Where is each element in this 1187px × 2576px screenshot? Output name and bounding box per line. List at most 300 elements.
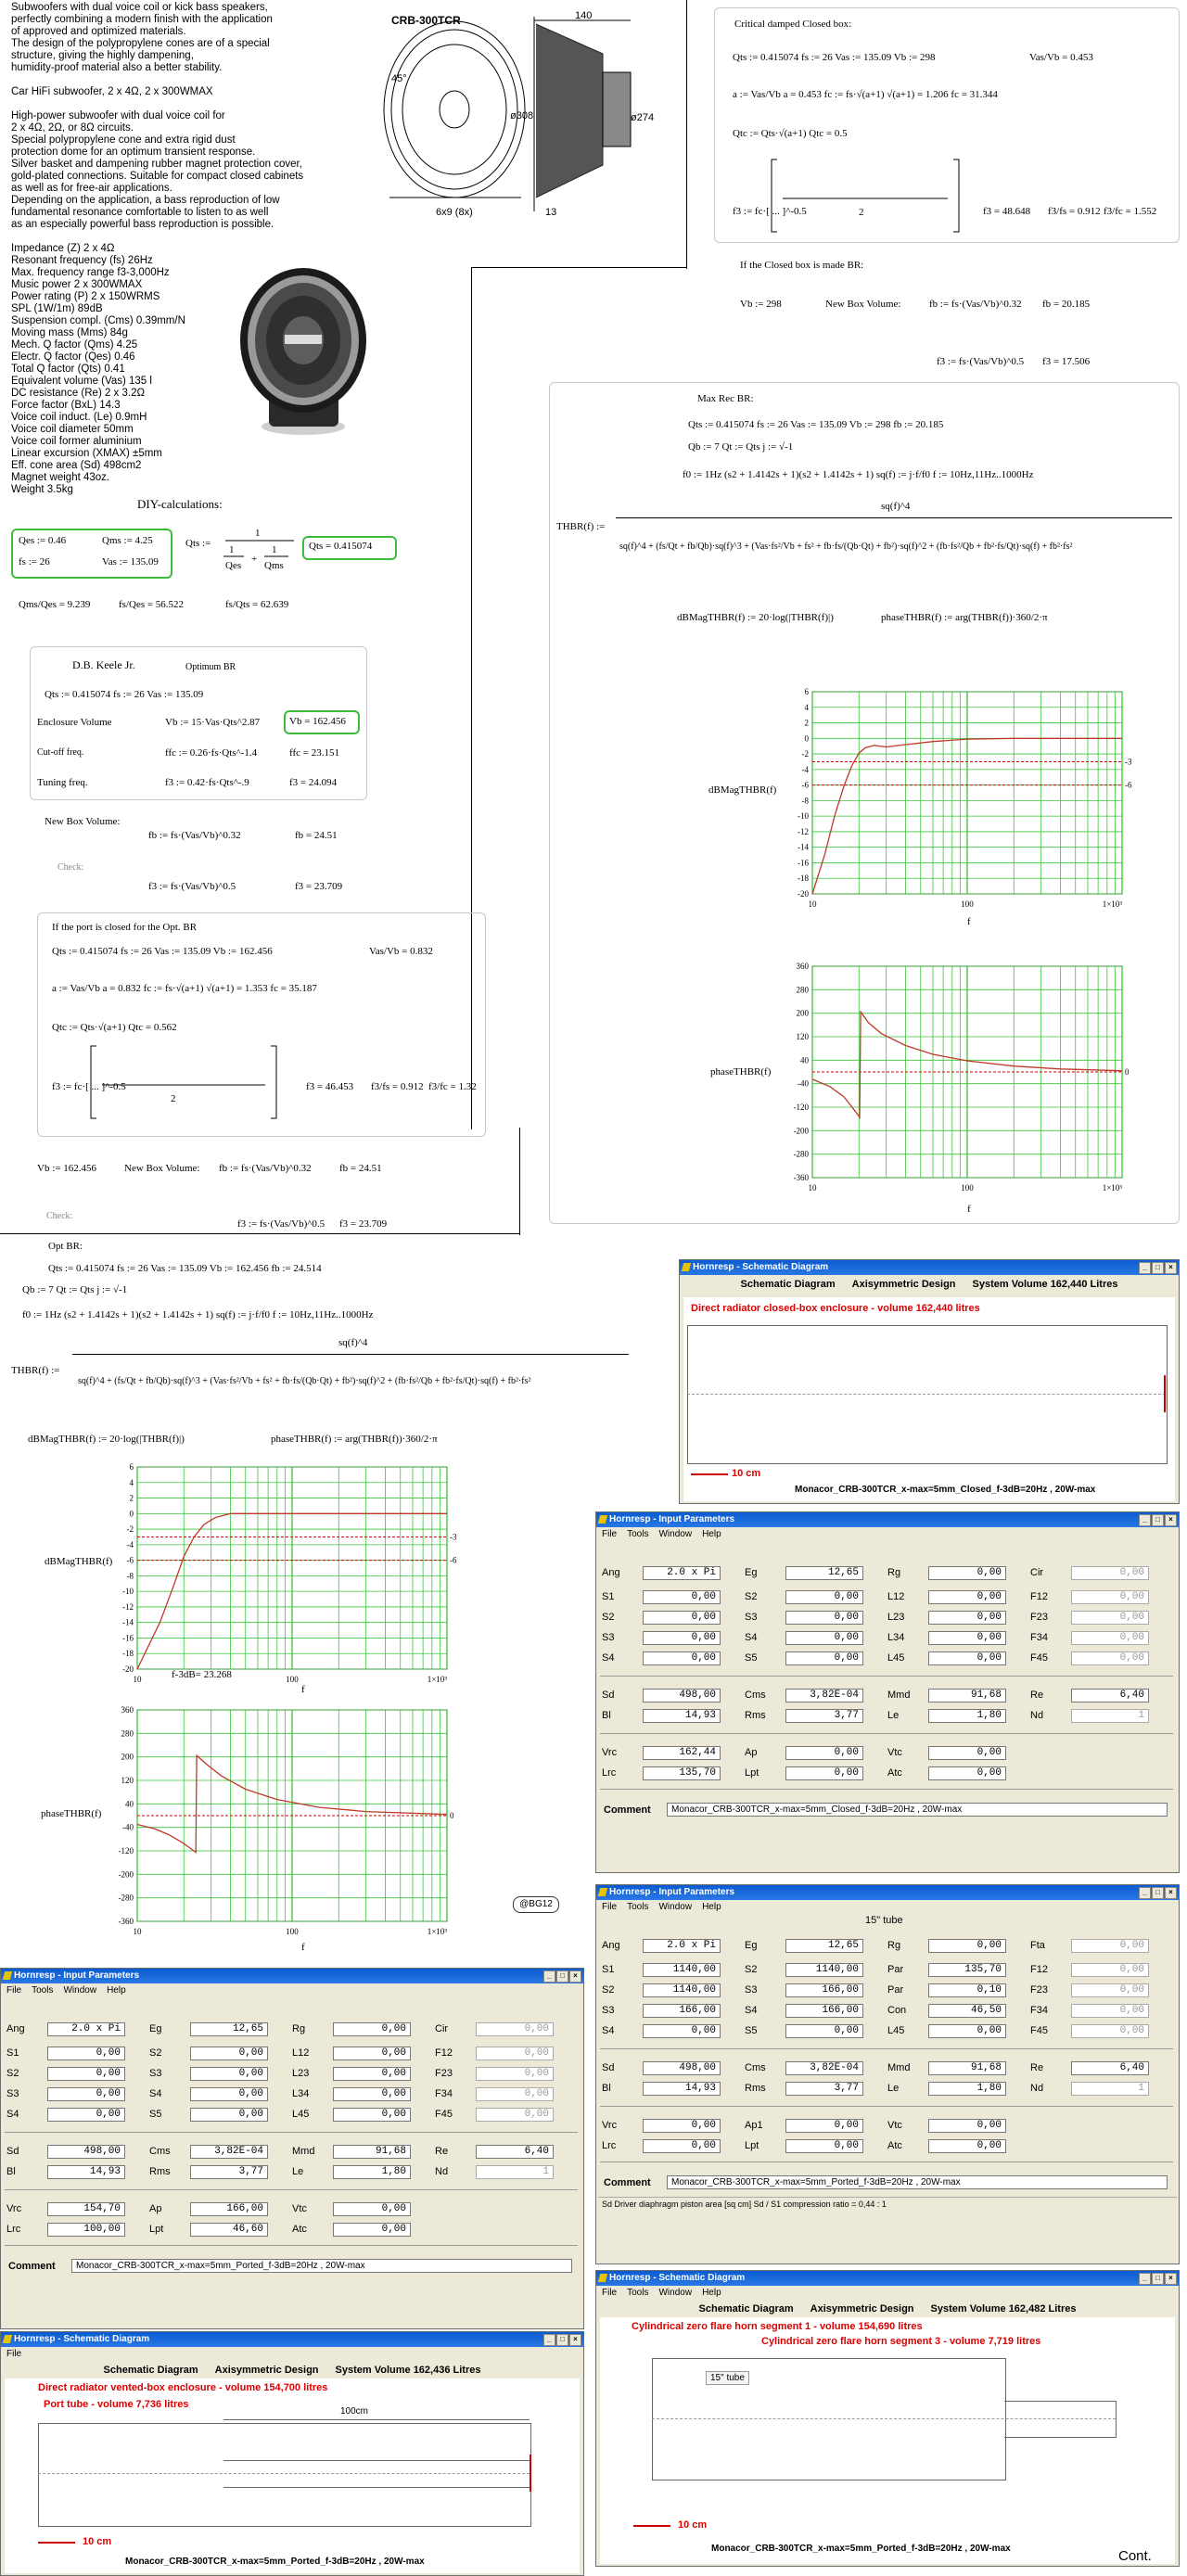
maximize-icon[interactable]: □ (1152, 1514, 1164, 1526)
param-field[interactable]: 0,00 (1071, 1611, 1149, 1625)
window-titlebar[interactable] (596, 1512, 1179, 1527)
enclosure-label: Enclosure Volume (37, 717, 112, 728)
menu-item[interactable]: Help (702, 1902, 721, 1912)
param-field[interactable]: 0,00 (190, 2047, 268, 2060)
fs-value: fs := 26 (19, 556, 50, 567)
x-tick-label: 1×10³ (427, 1675, 447, 1684)
window-note: 15" tube (865, 1915, 903, 1926)
y-tick-label: 200 (796, 1008, 809, 1018)
cutoff-label: Cut-off freq. (37, 747, 84, 758)
separator (600, 2106, 1173, 2107)
param-label: F45 (1030, 2025, 1048, 2036)
spec-line: Eff. cone area (Sd) 498cm2 (11, 460, 142, 471)
intro-line: as well as for free-air applications. (11, 183, 172, 194)
param-field[interactable]: 0,00 (643, 1651, 721, 1665)
param-field[interactable]: 135,70 (643, 1766, 721, 1780)
check-value: f3 = 23.709 (295, 881, 343, 892)
cutoff-formula: ffc := 0.26·fs·Qts^-1.4 (165, 747, 258, 759)
x-tick-label: 10 (133, 1675, 142, 1684)
param-label: Rg (887, 1567, 901, 1578)
close-icon[interactable]: × (569, 2334, 581, 2346)
scale-bar (691, 1473, 728, 1475)
param-field[interactable]: 0,00 (928, 1939, 1006, 1953)
schematic-canvas (5, 2378, 580, 2573)
schematic-canvas (600, 2317, 1175, 2564)
svg-text:1: 1 (229, 544, 235, 555)
y-tick-label: -360 (793, 1173, 809, 1182)
input-ported-window[interactable] (0, 1968, 584, 2329)
tab-axisymmetric[interactable]: Axisymmetric Design (810, 2303, 914, 2315)
param-field[interactable]: 3,82E-04 (785, 2061, 863, 2075)
param-label: Cir (435, 2023, 449, 2034)
closed-port-f3: f3 := fc·[ ... ]^-0.5 (52, 1081, 126, 1092)
param-field[interactable]: 3,77 (785, 2082, 863, 2096)
tab-axisymmetric[interactable]: Axisymmetric Design (214, 2365, 319, 2376)
bg12-stamp (513, 1896, 559, 1913)
param-field[interactable]: 46,50 (928, 2004, 1006, 2018)
menu-file[interactable]: File (602, 2288, 618, 2298)
menu-item[interactable]: Tools (627, 1529, 649, 1539)
param-label: Vtc (292, 2203, 307, 2214)
param-field[interactable]: 1 (1071, 2082, 1149, 2096)
param-field[interactable]: 498,00 (643, 2061, 721, 2075)
y-tick-label: -12 (122, 1601, 134, 1612)
closed-br-f3val: f3 = 17.506 (1042, 356, 1091, 367)
param-field[interactable]: 1 (476, 2165, 554, 2179)
param-field[interactable]: 0,00 (1071, 1631, 1149, 1645)
param-field[interactable]: 0,00 (1071, 1963, 1149, 1977)
spec-line: Electr. Q factor (Qes) 0.46 (11, 351, 135, 363)
maxrec-row2: Qb := 7 Qt := Qts j := √-1 (688, 441, 794, 453)
dim-13: 13 (545, 207, 557, 218)
keele-optimum: Optimum BR (185, 662, 236, 672)
scale-bar (38, 2542, 75, 2544)
svg-text:Qms: Qms (264, 560, 284, 571)
param-field[interactable]: 0,00 (928, 2024, 1006, 2038)
param-field[interactable]: 0,00 (1071, 1983, 1149, 1997)
close-icon[interactable]: × (1165, 1262, 1177, 1274)
minimize-icon[interactable]: _ (1139, 2273, 1151, 2285)
close-icon[interactable]: × (569, 1970, 581, 1983)
keele-title: D.B. Keele Jr. (72, 658, 135, 671)
param-field[interactable]: 0,00 (476, 2087, 554, 2101)
window-titlebar[interactable] (596, 2271, 1179, 2286)
param-field[interactable]: 1140,00 (785, 1963, 863, 1977)
param-field[interactable]: 0,00 (785, 1746, 863, 1760)
maximize-icon[interactable]: □ (556, 1970, 568, 1983)
window-title: Hornresp - Schematic Diagram (14, 2334, 150, 2344)
spec-line: Linear excursion (XMAX) ±5mm (11, 448, 162, 459)
y-tick-label: -280 (793, 1149, 809, 1159)
param-label: Mmd (887, 2062, 911, 2073)
param-field[interactable]: 0,00 (190, 2067, 268, 2081)
enclosure-outline (687, 1325, 1168, 1464)
menu-item[interactable]: Tools (627, 1902, 649, 1912)
x-tick-label: 10 (808, 1183, 817, 1192)
param-label: Sd (6, 2146, 19, 2157)
intro-line: perfectly combining a modern finish with the application (11, 14, 273, 25)
svg-text:1: 1 (272, 544, 277, 555)
stamp-text: @BG12 (519, 1899, 553, 1909)
closed-br-formula: fb := fs·(Vas/Vb)^0.32 (929, 299, 1022, 310)
tuning-label: Tuning freq. (37, 777, 88, 788)
param-field[interactable]: 166,00 (785, 1983, 863, 1997)
maxrec-thbr-num: sq(f)^4 (881, 501, 911, 512)
maximize-icon[interactable]: □ (1152, 1887, 1164, 1899)
menu-help[interactable]: Help (702, 2288, 721, 2298)
param-field[interactable]: 0,00 (476, 2067, 554, 2081)
menu-item[interactable]: File (6, 1985, 22, 1996)
param-field[interactable]: 0,00 (928, 2119, 1006, 2133)
param-field[interactable]: 0,00 (476, 2047, 554, 2060)
tab-system-volume[interactable]: System Volume 162,436 Litres (335, 2365, 481, 2376)
maximize-icon[interactable]: □ (1152, 2273, 1164, 2285)
param-field[interactable]: 498,00 (643, 1689, 721, 1702)
app-icon (3, 1971, 12, 1980)
angle-label: 45° (391, 73, 407, 84)
param-label: S2 (602, 1612, 615, 1623)
app-icon (598, 1515, 607, 1524)
param-field[interactable]: 14,93 (643, 1709, 721, 1723)
minimize-icon[interactable]: _ (1139, 1262, 1151, 1274)
y-tick-label: -8 (126, 1571, 134, 1581)
optbr-row3: f0 := 1Hz (s2 + 1.4142s + 1)(s2 + 1.4142s + 1) sq(f) := j·f/f0 f := 10Hz,11Hz..1000Hz (22, 1309, 374, 1320)
schematic-footer: Monacor_CRB-300TCR_x-max=5mm_Ported_f-3dB=20Hz , 20W-max (125, 2557, 425, 2567)
app-icon (3, 2335, 12, 2343)
menu-item[interactable]: Window (658, 1902, 693, 1912)
param-field[interactable]: 14,93 (47, 2165, 125, 2179)
param-field[interactable]: 1140,00 (643, 1963, 721, 1977)
param-label: S4 (745, 2005, 758, 2016)
param-field[interactable]: 2.0 x Pi (643, 1566, 721, 1580)
param-field[interactable]: 0,00 (1071, 2024, 1149, 2038)
param-label: S2 (745, 1591, 758, 1602)
param-field[interactable]: 0,00 (1071, 1566, 1149, 1580)
close-icon[interactable]: × (1165, 1514, 1177, 1526)
tab-system-volume[interactable]: System Volume 162,440 Litres (972, 1279, 1118, 1290)
param-label: Vrc (6, 2203, 22, 2214)
minimize-icon[interactable]: _ (1139, 1514, 1151, 1526)
param-field[interactable]: 1,80 (333, 2165, 411, 2179)
y-tick-label: -20 (122, 1664, 134, 1674)
intro-line (11, 74, 382, 86)
vas-value: Vas := 135.09 (102, 556, 159, 567)
param-field[interactable]: 12,65 (785, 1566, 863, 1580)
schematic-tube-window[interactable] (595, 2270, 1180, 2567)
param-field[interactable]: 0,00 (47, 2108, 125, 2122)
enclosure-formula: Vb := 15·Vas·Qts^2.87 (165, 717, 261, 728)
menu-item[interactable]: File (602, 1902, 618, 1912)
optbr-inputs: Qts := 0.415074 fs := 26 Vas := 135.09 Vb := 162.456 fb := 24.514 (48, 1263, 322, 1274)
keele-inputs: Qts := 0.415074 fs := 26 Vas := 135.09 (45, 689, 204, 700)
param-field[interactable]: 0,00 (1071, 1651, 1149, 1665)
app-icon (682, 1263, 691, 1271)
param-label: Ang (602, 1567, 620, 1578)
reference-label: 0 (1125, 1067, 1130, 1077)
optbr-ylabel-mag: dBMagTHBR(f) (45, 1556, 113, 1567)
spec-line: Magnet weight 43oz. (11, 472, 110, 483)
tab-schematic[interactable]: Schematic Diagram (103, 2365, 198, 2376)
param-field[interactable]: 12,65 (190, 2022, 268, 2036)
param-field[interactable]: 6,40 (476, 2145, 554, 2159)
input-closed-window[interactable] (595, 1511, 1180, 1873)
param-label: F12 (1030, 1964, 1048, 1975)
param-field[interactable]: 0,00 (1071, 2004, 1149, 2018)
spec-list (11, 243, 234, 496)
optbr-fraction-line (72, 1354, 629, 1355)
param-field[interactable]: 2.0 x Pi (47, 2022, 125, 2036)
param-field[interactable]: 3,77 (190, 2165, 268, 2179)
scale-label: 10 cm (732, 1468, 761, 1479)
maximize-icon[interactable]: □ (556, 2334, 568, 2346)
param-field[interactable]: 91,68 (333, 2145, 411, 2159)
param-label: Eg (149, 2023, 162, 2034)
y-tick-label: 40 (125, 1799, 134, 1809)
param-label: Bl (602, 2083, 611, 2094)
reference-label: -3 (1125, 757, 1132, 767)
param-field[interactable]: 0,00 (785, 1611, 863, 1625)
tab-axisymmetric[interactable]: Axisymmetric Design (851, 1279, 956, 1290)
critical-f3: f3 := fc·[ ... ]^-0.5 (733, 206, 807, 217)
param-field[interactable]: 0,00 (643, 2119, 721, 2133)
param-field[interactable]: 0,00 (928, 2139, 1006, 2153)
param-label: Sd (602, 2062, 615, 2073)
param-field[interactable]: 0,00 (785, 2024, 863, 2038)
maxrec-title: Max Rec BR: (697, 393, 754, 404)
param-field[interactable]: 12,65 (785, 1939, 863, 1953)
menu-window[interactable]: Window (658, 2288, 693, 2298)
param-field[interactable]: 2.0 x Pi (643, 1939, 721, 1953)
svg-text:2: 2 (859, 207, 864, 218)
menu-item[interactable]: Window (658, 1529, 693, 1539)
tab-schematic[interactable]: Schematic Diagram (698, 2303, 794, 2315)
maxrec-thbr-label: THBR(f) := (556, 521, 606, 532)
window-title: Hornresp - Input Parameters (14, 1970, 140, 1981)
tab-system-volume[interactable]: System Volume 162,482 Litres (930, 2303, 1077, 2315)
minimize-icon[interactable]: _ (1139, 1887, 1151, 1899)
y-tick-label: -120 (793, 1103, 809, 1112)
minimize-icon[interactable]: _ (543, 1970, 555, 1983)
param-label: S4 (602, 2025, 615, 2036)
param-field[interactable]: 0,00 (643, 1631, 721, 1645)
param-field[interactable]: 135,70 (928, 1963, 1006, 1977)
newbox2-check-formula: f3 := fs·(Vas/Vb)^0.5 (237, 1218, 325, 1230)
param-label: Mmd (292, 2146, 315, 2157)
y-tick-label: 360 (121, 1705, 134, 1715)
dim-label: 100cm (340, 2406, 369, 2417)
tuning-formula: f3 := 0.42·fs·Qts^-.9 (165, 777, 249, 788)
window-titlebar[interactable] (1, 1969, 583, 1983)
param-label: Rms (745, 2083, 766, 2094)
param-field[interactable]: 0,00 (333, 2223, 411, 2237)
param-field[interactable]: 0,00 (928, 1746, 1006, 1760)
intro-text (11, 2, 382, 231)
y-tick-label: -4 (126, 1539, 134, 1549)
cutoff-value: ffc = 23.151 (289, 747, 339, 759)
param-field[interactable]: 162,44 (643, 1746, 721, 1760)
param-field[interactable]: 0,00 (476, 2108, 554, 2122)
comment-field[interactable]: Monacor_CRB-300TCR_x-max=5mm_Closed_f-3dB=20Hz , 20W-max (667, 1803, 1168, 1817)
param-label: Rms (149, 2166, 171, 2177)
param-label: Re (1030, 1690, 1044, 1701)
bolt-label: 6x9 (8x) (436, 207, 473, 218)
input-tube-window[interactable] (595, 1884, 1180, 2264)
newbox2-vb: Vb := 162.456 (37, 1163, 96, 1174)
scale-bar (633, 2525, 670, 2527)
param-label: Rg (292, 2023, 306, 2034)
maximize-icon[interactable]: □ (1152, 1262, 1164, 1274)
param-field[interactable]: 0,00 (333, 2047, 411, 2060)
param-field[interactable]: 498,00 (47, 2145, 125, 2159)
param-label: Le (292, 2166, 304, 2177)
tab-schematic[interactable]: Schematic Diagram (740, 1279, 836, 1290)
spec-line: Voice coil former aluminium (11, 436, 142, 447)
param-field[interactable]: 0,00 (643, 2139, 721, 2153)
param-label: Rms (745, 1710, 766, 1721)
comment-field[interactable]: Monacor_CRB-300TCR_x-max=5mm_Ported_f-3dB=20Hz , 20W-max (71, 2259, 572, 2273)
param-field[interactable]: 154,70 (47, 2202, 125, 2216)
spec-line: Total Q factor (Qts) 0.41 (11, 363, 125, 375)
param-label: S1 (602, 1591, 615, 1602)
critical-qtc: Qtc := Qts·√(a+1) Qtc = 0.5 (733, 128, 848, 139)
schematic-footer: Monacor_CRB-300TCR_x-max=5mm_Closed_f-3dB=20Hz , 20W-max (795, 1485, 1096, 1495)
param-field[interactable]: 0,00 (785, 1631, 863, 1645)
menu-tools[interactable]: Tools (627, 2288, 649, 2298)
intro-line: of approved and optimized materials. (11, 26, 186, 37)
segment3-caption: Cylindrical zero flare horn segment 3 - volume 7,719 litres (761, 2336, 1041, 2347)
param-label: F23 (435, 2068, 453, 2079)
param-field[interactable]: 0,00 (785, 1766, 863, 1780)
param-field[interactable]: 0,00 (1071, 1590, 1149, 1604)
menu-file[interactable]: File (6, 2349, 22, 2359)
param-field[interactable]: 3,82E-04 (785, 1689, 863, 1702)
menu-item[interactable]: Window (63, 1985, 97, 1996)
menu-item[interactable]: Help (107, 1985, 126, 1996)
param-label: Cms (745, 1690, 766, 1701)
param-field[interactable]: 0,00 (785, 1651, 863, 1665)
schematic-closed-window[interactable] (679, 1259, 1180, 1504)
param-field[interactable]: 1,80 (928, 1709, 1006, 1723)
param-field[interactable]: 100,00 (47, 2223, 125, 2237)
param-field[interactable]: 0,00 (928, 1631, 1006, 1645)
intro-line: Depending on the application, a bass reproduction of low (11, 195, 280, 206)
closed-port-inputs: Qts := 0.415074 fs := 26 Vas := 135.09 Vb := 162.456 (52, 946, 273, 957)
param-field[interactable]: 0,00 (1071, 1939, 1149, 1953)
param-field[interactable]: 0,00 (190, 2087, 268, 2101)
param-field[interactable]: 0,00 (928, 1611, 1006, 1625)
param-field[interactable]: 0,00 (47, 2047, 125, 2060)
param-field[interactable]: 3,82E-04 (190, 2145, 268, 2159)
param-label: Le (887, 1710, 900, 1721)
axis-line (687, 1394, 1166, 1395)
param-label: S4 (602, 1652, 615, 1664)
divider (471, 267, 687, 268)
maxrec-inputs: Qts := 0.415074 fs := 26 Vas := 135.09 Vb := 298 fb := 20.185 (688, 419, 944, 430)
intro-line: structure, giving the highly dampening, (11, 50, 194, 61)
enclosure-value: Vb = 162.456 (289, 716, 346, 727)
menu-item[interactable]: Tools (32, 1985, 54, 1996)
reference-label: -6 (1125, 780, 1132, 790)
param-field[interactable]: 0,00 (785, 1590, 863, 1604)
param-label: S1 (602, 1964, 615, 1975)
param-field[interactable]: 166,00 (785, 2004, 863, 2018)
param-label: F12 (435, 2047, 453, 2059)
window-titlebar[interactable] (1, 2332, 583, 2347)
spec-line: Music power 2 x 300WMAX (11, 279, 143, 290)
divider (686, 0, 687, 269)
param-field[interactable]: 0,00 (928, 1590, 1006, 1604)
close-icon[interactable]: × (1165, 2273, 1177, 2285)
param-field[interactable]: 6,40 (1071, 2061, 1149, 2075)
comment-field[interactable]: Monacor_CRB-300TCR_x-max=5mm_Ported_f-3dB=20Hz , 20W-max (667, 2175, 1168, 2189)
separator (600, 2048, 1173, 2049)
param-field[interactable]: 0,00 (333, 2087, 411, 2101)
param-label: Lpt (745, 1767, 759, 1779)
param-label: S2 (149, 2047, 162, 2059)
param-label: Vrc (602, 1747, 618, 1758)
param-field[interactable]: 91,68 (928, 2061, 1006, 2075)
menu-item[interactable]: File (602, 1529, 618, 1539)
app-icon (598, 2274, 607, 2282)
param-field[interactable]: 0,00 (333, 2202, 411, 2216)
minimize-icon[interactable]: _ (543, 2334, 555, 2346)
param-field[interactable]: 0,00 (643, 2024, 721, 2038)
close-icon[interactable]: × (1165, 1887, 1177, 1899)
ratio-fs-qes: fs/Qes = 56.522 (119, 599, 185, 610)
param-field[interactable]: 1,80 (928, 2082, 1006, 2096)
svg-text:Qes: Qes (225, 560, 242, 571)
param-field[interactable]: 0,00 (333, 2022, 411, 2036)
param-label: S3 (602, 1632, 615, 1643)
param-field[interactable]: 0,00 (785, 2119, 863, 2133)
param-field[interactable]: 0,00 (476, 2022, 554, 2036)
param-field[interactable]: 0,00 (333, 2108, 411, 2122)
param-field[interactable]: 0,00 (333, 2067, 411, 2081)
param-field[interactable]: 6,40 (1071, 1689, 1149, 1702)
menu-item[interactable]: Help (702, 1529, 721, 1539)
param-field[interactable]: 0,00 (190, 2108, 268, 2122)
window-titlebar[interactable] (680, 1260, 1179, 1275)
param-field[interactable]: 1140,00 (643, 1983, 721, 1997)
param-field[interactable]: 3,77 (785, 1709, 863, 1723)
param-field[interactable]: 0,00 (47, 2067, 125, 2081)
closed-port-f3-value: f3 = 46.453 (306, 1081, 354, 1092)
param-field[interactable]: 166,00 (643, 2004, 721, 2018)
param-field[interactable]: 46,60 (190, 2223, 268, 2237)
param-label: Ap1 (745, 2120, 763, 2131)
param-label: Eg (745, 1940, 758, 1951)
param-field[interactable]: 166,00 (190, 2202, 268, 2216)
param-field[interactable]: 0,00 (928, 1566, 1006, 1580)
param-field[interactable]: 0,00 (928, 1651, 1006, 1665)
newbox2-label: New Box Volume: (124, 1163, 200, 1174)
param-field[interactable]: 0,00 (785, 2139, 863, 2153)
param-field[interactable]: 0,00 (928, 1766, 1006, 1780)
param-field[interactable]: 0,10 (928, 1983, 1006, 1997)
x-tick-label: 100 (961, 1183, 974, 1192)
param-field[interactable]: 0,00 (47, 2087, 125, 2101)
param-field[interactable]: 14,93 (643, 2082, 721, 2096)
window-titlebar[interactable] (596, 1885, 1179, 1900)
param-field[interactable]: 0,00 (643, 1590, 721, 1604)
param-field[interactable]: 91,68 (928, 1689, 1006, 1702)
ratio-fs-qts: fs/Qts = 62.639 (225, 599, 289, 610)
y-tick-label: -40 (798, 1078, 809, 1089)
param-field[interactable]: 0,00 (643, 1611, 721, 1625)
window-title: Hornresp - Input Parameters (609, 1887, 735, 1897)
param-field[interactable]: 1 (1071, 1709, 1149, 1723)
schematic-ported-window[interactable] (0, 2331, 584, 2576)
